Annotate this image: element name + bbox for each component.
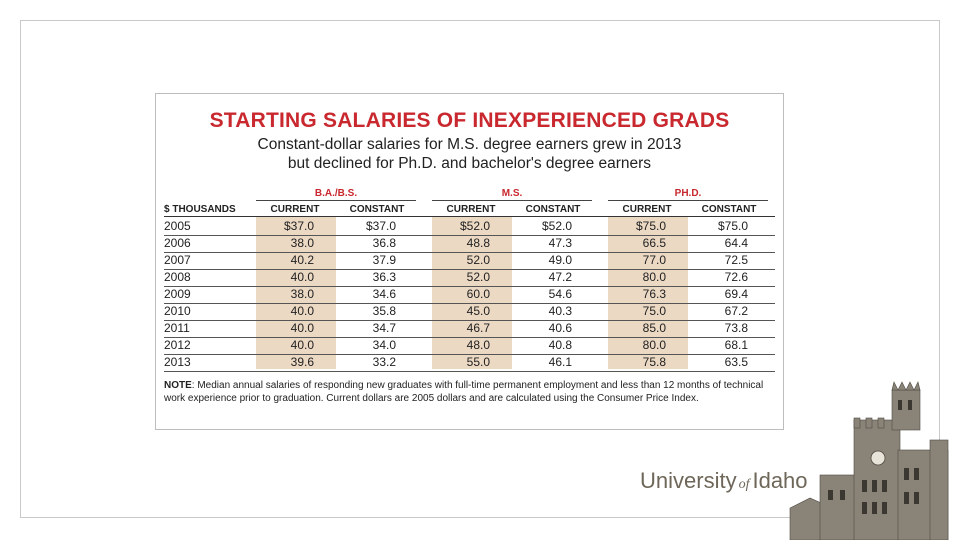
table-cell-2012-3: 40.8 (548, 338, 572, 352)
table-cell-2007-1: 37.9 (372, 253, 396, 267)
table-cell-2009-2: 60.0 (466, 287, 490, 301)
table-cell-2008-5: 72.6 (724, 270, 748, 284)
table-cell-2006-2: 48.8 (466, 236, 490, 250)
group-label-1: M.S. (501, 188, 523, 199)
table-cell-2013-2: 55.0 (466, 355, 490, 369)
table-cell-2009-5: 69.4 (724, 287, 748, 301)
table-cell-2009-0: 38.0 (290, 287, 314, 301)
column-header-2-1: CONSTANT (701, 204, 757, 215)
table-cell-2011-4: 85.0 (642, 321, 666, 335)
table-cell-2008-4: 80.0 (642, 270, 666, 284)
group-rule-1 (432, 200, 592, 201)
group-rule-2 (608, 200, 768, 201)
table-cell-2010-5: 67.2 (724, 304, 748, 318)
table-cell-2009-4: 76.3 (642, 287, 666, 301)
table-cell-2011-5: 73.8 (724, 321, 748, 335)
column-header-0-0: CURRENT (270, 204, 320, 215)
column-header-1-0: CURRENT (446, 204, 496, 215)
year-label-2010: 2010 (164, 304, 191, 318)
table-cell-2007-3: 49.0 (548, 253, 572, 267)
note-label: NOTE (164, 380, 192, 391)
table-cell-2008-0: 40.0 (290, 270, 314, 284)
units-label: $ THOUSANDS (164, 204, 236, 215)
table-cell-2008-2: 52.0 (466, 270, 490, 284)
column-header-0-1: CONSTANT (349, 204, 405, 215)
table-cell-2010-3: 40.3 (548, 304, 572, 318)
table-cell-2008-3: 47.2 (548, 270, 572, 284)
table-cell-2007-4: 77.0 (642, 253, 666, 267)
subtitle-line-2: but declined for Ph.D. and bachelor's degree earners (287, 155, 652, 172)
administration-building-illustration (780, 380, 960, 540)
chart-title: STARTING SALARIES OF INEXPERIENCED GRADS (209, 109, 730, 132)
table-cell-2011-3: 40.6 (548, 321, 572, 335)
table-cell-2007-5: 72.5 (724, 253, 748, 267)
year-label-2007: 2007 (164, 253, 191, 267)
table-cell-2012-2: 48.0 (466, 338, 490, 352)
table-cell-2006-5: 64.4 (724, 236, 748, 250)
year-label-2012: 2012 (164, 338, 191, 352)
chart-subtitle (156, 135, 783, 173)
table-cell-2009-3: 54.6 (548, 287, 572, 301)
note-text: : Median annual salaries of responding new graduates with full-time permanent employment and less than 12 months of technical work experience prior to graduation. Current dollars are 2005 dollars and are calculated using the Consumer Price Index. (164, 380, 764, 404)
table-cell-2005-3: $52.0 (541, 219, 572, 233)
table-cell-2005-1: $37.0 (365, 219, 396, 233)
table-cell-2013-4: 75.8 (642, 355, 666, 369)
table-cell-2012-0: 40.0 (290, 338, 314, 352)
year-label-2011: 2011 (164, 321, 190, 335)
table-cell-2011-0: 40.0 (290, 321, 314, 335)
table-cell-2007-0: 40.2 (290, 253, 314, 267)
table-cell-2013-0: 39.6 (290, 355, 314, 369)
year-label-2006: 2006 (164, 236, 191, 250)
salary-table-figure (155, 93, 784, 430)
year-label-2009: 2009 (164, 287, 191, 301)
table-cell-2006-3: 47.3 (548, 236, 572, 250)
table-cell-2005-0: $37.0 (283, 219, 314, 233)
table-cell-2011-2: 46.7 (466, 321, 490, 335)
table-bottom-rule (164, 371, 775, 372)
group-rule-0 (256, 200, 416, 201)
table-cell-2008-1: 36.3 (372, 270, 396, 284)
subtitle-line-1: Constant-dollar salaries for M.S. degree earners grew in 2013 (257, 136, 682, 153)
table-cell-2012-1: 34.0 (372, 338, 396, 352)
table-cell-2010-4: 75.0 (642, 304, 666, 318)
table-cell-2013-3: 46.1 (548, 355, 572, 369)
table-cell-2005-4: $75.0 (635, 219, 666, 233)
group-label-0: B.A./B.S. (314, 188, 358, 199)
group-label-2: PH.D. (674, 188, 702, 199)
table-cell-2012-4: 80.0 (642, 338, 666, 352)
table-cell-2005-5: $75.0 (717, 219, 748, 233)
table-cell-2009-1: 34.6 (372, 287, 396, 301)
table-cell-2010-2: 45.0 (466, 304, 490, 318)
table-cell-2005-2: $52.0 (459, 219, 490, 233)
column-header-1-1: CONSTANT (525, 204, 581, 215)
logo-word-university: University (640, 468, 737, 493)
table-note (164, 379, 774, 405)
year-label-2008: 2008 (164, 270, 191, 284)
table-cell-2006-0: 38.0 (290, 236, 314, 250)
year-label-2013: 2013 (164, 355, 191, 369)
clock-face (871, 451, 885, 465)
logo-word-of: of (738, 477, 750, 492)
table-cell-2010-1: 35.8 (372, 304, 396, 318)
year-label-2005: 2005 (164, 219, 191, 233)
table-cell-2011-1: 34.7 (372, 321, 396, 335)
column-header-2-0: CURRENT (622, 204, 672, 215)
logo-word-idaho: Idaho (752, 468, 808, 493)
header-rule (164, 216, 775, 217)
table-cell-2013-1: 33.2 (372, 355, 396, 369)
table-cell-2010-0: 40.0 (290, 304, 314, 318)
table-cell-2006-4: 66.5 (642, 236, 666, 250)
table-cell-2007-2: 52.0 (466, 253, 490, 267)
table-cell-2013-5: 63.5 (724, 355, 748, 369)
table-cell-2012-5: 68.1 (724, 338, 748, 352)
table-cell-2006-1: 36.8 (372, 236, 396, 250)
